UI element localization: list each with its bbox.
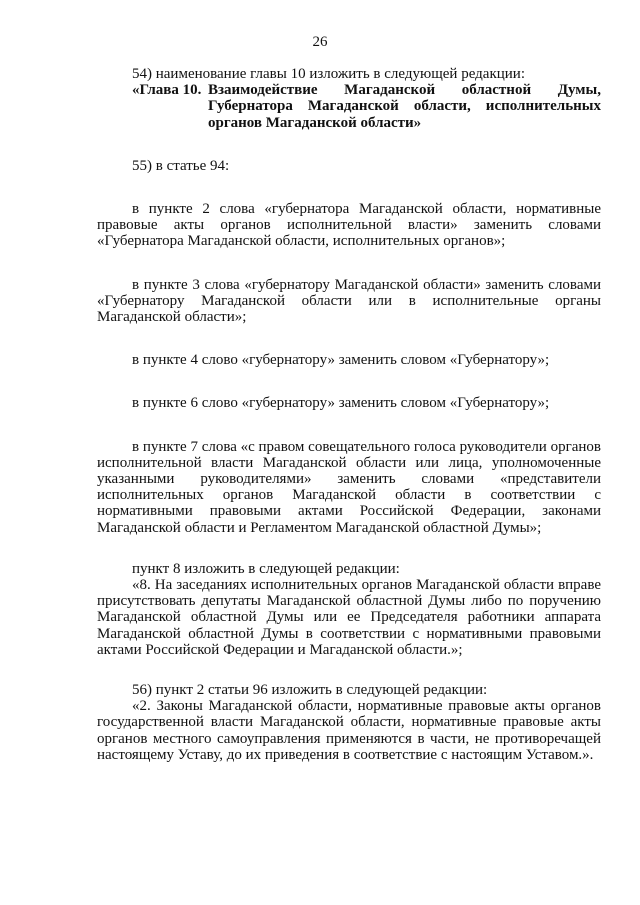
item-56-intro: 56) пункт 2 статьи 96 изложить в следующей редакции: [132, 682, 488, 699]
chapter-heading [132, 82, 601, 131]
chapter-number: «Глава 10. [132, 82, 202, 99]
item-55-paragraph-8-intro: пункт 8 изложить в следующей редакции: [132, 560, 400, 577]
item-55-intro: 55) в статье 94: [132, 157, 230, 174]
item-55-paragraph-4: в пункте 4 слово «губернатору» заменить словом «Губернатору»; [132, 352, 550, 369]
item-55-paragraph-3: в пункте 3 слова «губернатору Магаданской области» заменить словами «Губернатору Магаданской области или в исполнительные органы Магаданской области»; [97, 276, 601, 326]
item-54-intro: 54) наименование главы 10 изложить в следующей редакции: [132, 66, 525, 82]
item-55-paragraph-7: в пункте 7 слова «с правом совещательного голоса руководители органов исполнительной власти Магаданской области или лица, уполномоченные указанными руководителями» заменить словами «представители исполнительных органов Магаданской области в соответствии с нормативными правовыми актами Российской Федерации, законами Магаданской области и Регламентом Магаданской областной Думы»; [97, 438, 601, 536]
item-55-paragraph-2: в пункте 2 слова «губернатора Магаданской области, нормативные правовые акты органов исполнительной власти» заменить словами «Губернатора Магаданской области, исполнительных органов»; [97, 201, 601, 250]
item-56-text: «2. Законы Магаданской области, нормативные правовые акты органов государственной власти Магаданской области, нормативные правовые акты органов местного самоуправления применяются в части, не противоречащей настоящему Уставу, до их приведения в соответствие с настоящим Уставом.». [97, 698, 601, 763]
item-55-paragraph-8-text: «8. На заседаниях исполнительных органов Магаданской области вправе присутствовать депутаты Магаданской областной Думы либо по поручению Магаданской областной Думы или ее Председателя работники аппарата Магаданской областной Думы в соответствии с нормативными правовыми актами Российской Федерации и Магаданской области.»; [97, 577, 601, 658]
item-55-paragraph-6: в пункте 6 слово «губернатору» заменить словом «Губернатору»; [132, 395, 550, 412]
chapter-title: Взаимодействие Магаданской областной Думы, Губернатора Магаданской области, исполнительных органов Магаданской области» [208, 82, 601, 131]
document-body [97, 66, 601, 763]
page-number: 26 [312, 34, 328, 50]
